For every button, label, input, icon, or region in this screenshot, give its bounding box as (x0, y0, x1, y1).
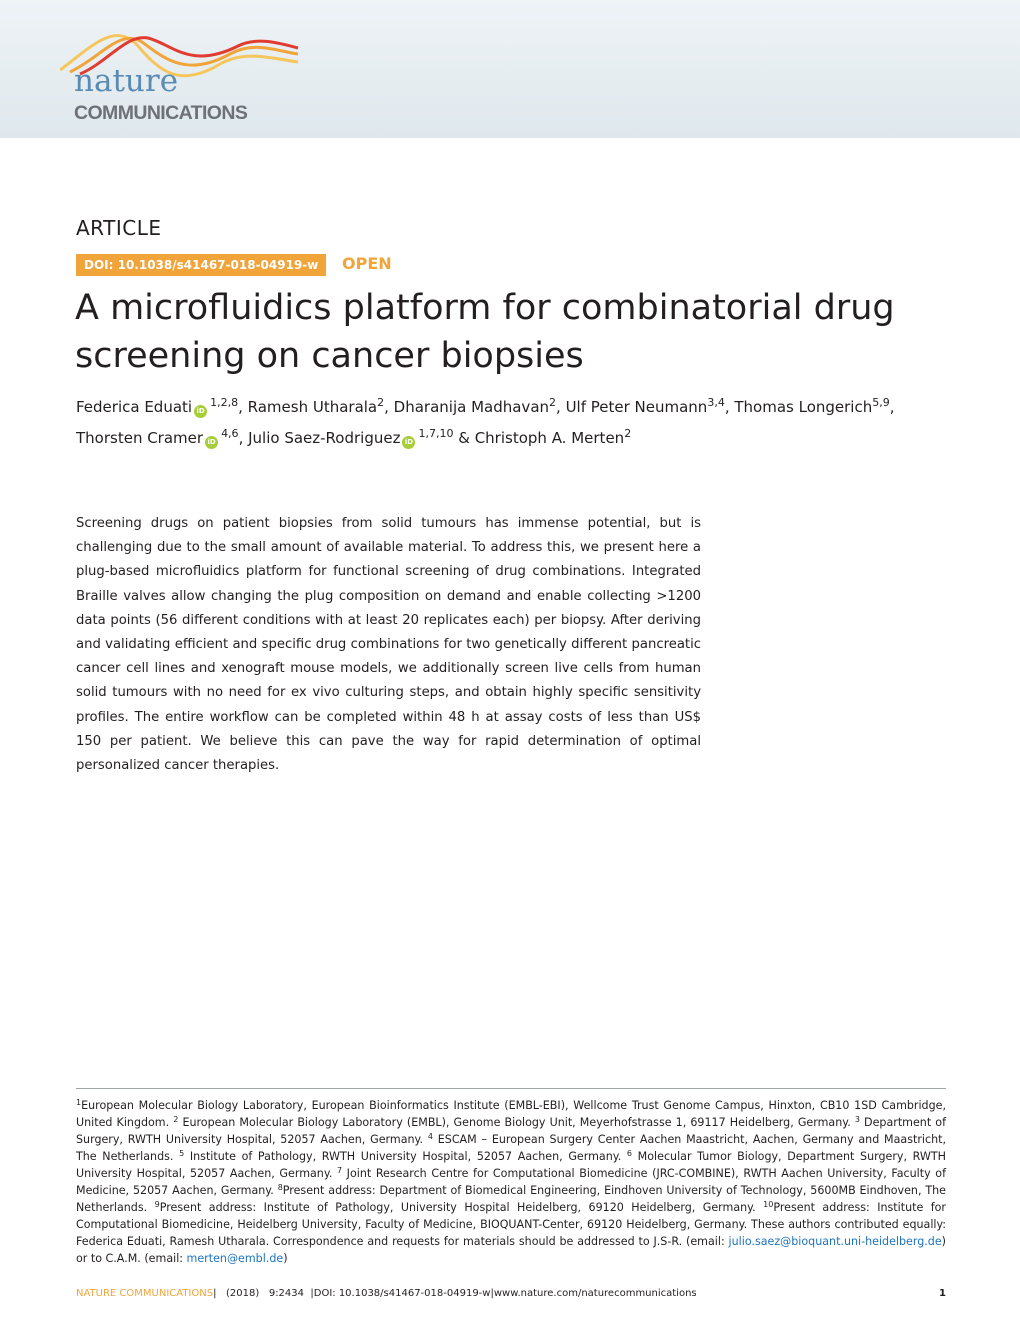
footer-volume: 9:2434 (268, 1288, 305, 1299)
affiliation-text: Present address: Institute for Computational Biomedicine, Heidelberg University, Faculty of Medicine, BIOQUANT-Center, 69120 Heidelberg, Germany. (76, 1201, 946, 1231)
author-affiliation: 4,6 (221, 427, 239, 440)
affiliation-text: Joint Research Centre for Computational Biomedicine (JRC-COMBINE), RWTH Aachen University, Faculty of Medicine, 52057 Aachen, Germany. (76, 1167, 946, 1197)
affiliation-number: 9 (154, 1200, 160, 1209)
author-separator: , (238, 429, 249, 447)
footer-journal[interactable]: NATURE COMMUNICATIONS (76, 1288, 214, 1299)
author-separator: , (724, 398, 735, 416)
footer-separator: | (213, 1288, 217, 1299)
affiliation-number: 8 (277, 1183, 283, 1192)
author-separator: , (556, 398, 566, 416)
author-separator: , (384, 398, 394, 416)
correspondence-text: ) (283, 1252, 288, 1265)
journal-logo-communications: COMMUNICATIONS (74, 102, 248, 124)
footer-separator: | (490, 1288, 494, 1299)
author-separator: , (889, 398, 895, 416)
affiliation-number: 6 (626, 1149, 633, 1158)
email-link[interactable]: julio.saez@bioquant.uni-heidelberg.de (728, 1235, 942, 1248)
journal-masthead (0, 0, 1020, 138)
author-list (76, 392, 956, 454)
author-name[interactable]: Dharanija Madhavan (393, 398, 550, 416)
footnote-divider (76, 1088, 946, 1089)
footer-separator: | (310, 1288, 314, 1299)
orcid-icon[interactable]: iD (194, 405, 207, 418)
affiliation-text: Molecular Tumor Biology, Department Surgery, RWTH University Hospital, 52057 Aachen, Germany. (76, 1150, 946, 1180)
author-name[interactable]: Federica Eduati (76, 398, 193, 416)
author-affiliation: 1,7,10 (418, 427, 454, 440)
affiliation-number: 2 (173, 1115, 179, 1124)
footer-year: (2018) (226, 1288, 260, 1299)
affiliations-footnote (76, 1097, 946, 1267)
orcid-icon[interactable]: iD (402, 436, 415, 449)
affiliation-number: 5 (179, 1149, 185, 1158)
footer-url[interactable]: www.nature.com/naturecommunications (493, 1288, 697, 1299)
author-affiliation: 2 (549, 396, 557, 409)
author-separator: , (238, 398, 248, 416)
page-footer (76, 1287, 946, 1301)
author-name[interactable]: Julio Saez-Rodriguez (248, 429, 401, 447)
author-affiliation: 3,4 (707, 396, 725, 409)
doi-badge[interactable]: DOI: 10.1038/s41467-018-04919-w (76, 254, 326, 276)
author-name[interactable]: Thomas Longerich (734, 398, 873, 416)
orcid-icon[interactable]: iD (205, 436, 218, 449)
affiliation-text: Institute of Pathology, RWTH University Hospital, 52057 Aachen, Germany. (184, 1150, 627, 1163)
author-affiliation: 5,9 (872, 396, 890, 409)
author-affiliation: 2 (377, 396, 385, 409)
author-name[interactable]: Ulf Peter Neumann (565, 398, 708, 416)
author-name[interactable]: Thorsten Cramer (76, 429, 204, 447)
email-link[interactable]: merten@embl.de (186, 1252, 284, 1265)
affiliation-text: Present address: Department of Biomedical Engineering, Eindhoven University of Technology, 5600MB Eindhoven, The Netherlands. (76, 1184, 946, 1214)
affiliation-number: 7 (336, 1166, 343, 1175)
journal-logo-nature: nature (74, 63, 179, 99)
author-affiliation: 2 (624, 427, 632, 440)
correspondence-text: ) or to C.A.M. (email: (76, 1235, 946, 1265)
article-type-label: ARTICLE (76, 216, 162, 240)
correspondence-text: These authors contributed equally: Federica Eduati, Ramesh Utharala. Correspondence and requests for materials should be addressed to J.S-R. (email: (76, 1218, 946, 1248)
author-separator: & (453, 429, 475, 447)
abstract: Screening drugs on patient biopsies from solid tumours has immense potential, but is challenging due to the small amount of available material. To address this, we present here a plug-based microfluidics platform for functional screening of drug combinations. Integrated Braille valves allow changing the plug composition on demand and enable collecting >1200 data points (56 different conditions with at least 20 replicates each) per biopsy. After deriving and validating efficient and specific drug combinations for two genetically different pancreatic cancer cell lines and xenograft mouse models, we additionally screen live cells from human solid tumours with no need for ex vivo culturing steps, and obtain highly specific sensitivity profiles. The entire workflow can be completed within 48 h at assay costs of less than US$ 150 per patient. We believe this can pave the way for rapid determination of optimal personalized cancer therapies. (76, 516, 701, 774)
affiliation-text: Present address: Institute of Pathology, University Hospital Heidelberg, 69120 Heidelberg, Germany. (159, 1201, 764, 1214)
author-name[interactable]: Christoph A. Merten (474, 429, 625, 447)
author-name[interactable]: Ramesh Utharala (247, 398, 378, 416)
author-affiliation: 1,2,8 (210, 396, 239, 409)
affiliation-text: European Molecular Biology Laboratory, European Bioinformatics Institute (EMBL-EBI), Wellcome Trust Genome Campus, Hinxton, CB10 1SD Cambridge, United Kingdom. (76, 1099, 946, 1129)
affiliation-text: Department of Surgery, RWTH University Hospital, 52057 Aachen, Germany. (76, 1116, 946, 1146)
open-access-label: OPEN (342, 254, 392, 273)
affiliation-text: ESCAM – European Surgery Center Aachen Maastricht, Aachen, Germany and Maastricht, The Netherlands. (76, 1133, 947, 1163)
article-title: A microfluidics platform for combinatorial drug screening on cancer biopsies (75, 288, 895, 376)
affiliation-number: 10 (763, 1200, 774, 1209)
affiliation-number: 4 (427, 1132, 433, 1141)
page-number: 1 (939, 1288, 946, 1299)
affiliation-number: 3 (854, 1115, 860, 1124)
affiliation-text: European Molecular Biology Laboratory (EMBL), Genome Biology Unit, Meyerhofstrasse 1, 69117 Heidelberg, Germany. (178, 1116, 855, 1129)
footer-doi[interactable]: DOI: 10.1038/s41467-018-04919-w (313, 1288, 491, 1299)
affiliation-number: 1 (76, 1098, 82, 1107)
